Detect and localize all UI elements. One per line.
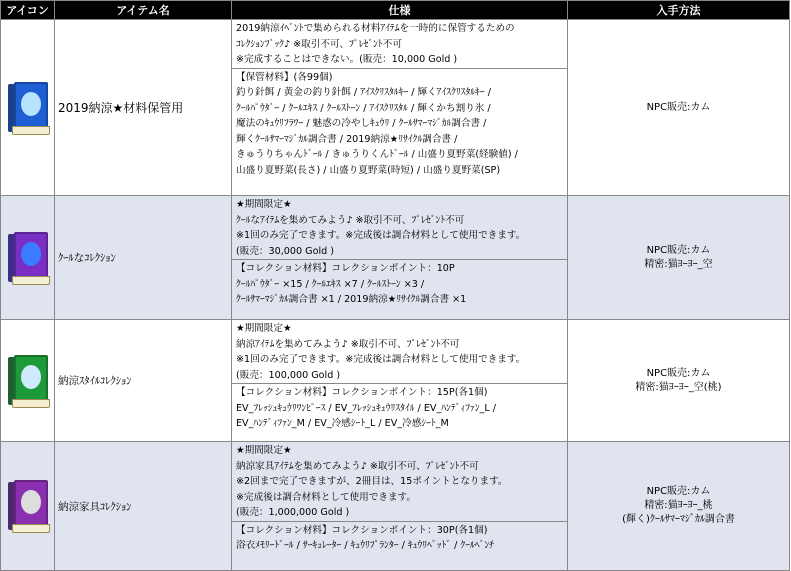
item-name: 納涼家具ｺﾚｸｼｮﾝ: [55, 442, 232, 571]
item-source: [568, 20, 790, 196]
spec-line: 納涼ｱｲﾃﾑを集めてみよう♪ ※取引不可、ﾌﾟﾚｾﾞﾝﾄ不可: [236, 338, 460, 350]
item-icon-cell: [1, 320, 55, 442]
spec-line: 輝くｸｰﾙｻﾏｰﾏｼﾞｶﾙ調合書 / 2019納涼★ﾘｻｲｸﾙ調合書 /: [236, 133, 458, 145]
source-line: NPC販売:カム: [646, 367, 711, 379]
spec-line: 2019納涼ｲﾍﾞﾝﾄで集められる材料ｱｲﾃﾑを一時的に保管するための: [236, 23, 515, 34]
item-spec: [232, 442, 568, 571]
item-spec: [232, 20, 568, 196]
spec-line: ※1回のみ完了できます。※完成後は調合材料として使用できます。: [236, 230, 526, 241]
item-source: [568, 196, 790, 320]
spec-line: 【コレクション材料】コレクションポイント：15P(各1個): [236, 387, 488, 398]
cool-collection-book-icon: [4, 230, 52, 286]
spec-line: ※2回まで完了できますが、2冊目は、15ポイントとなります。: [236, 476, 508, 487]
item-spec: [232, 320, 568, 442]
spec-materials: [232, 259, 567, 308]
source-line: 精密:猫ﾖｰﾖｰ_空(桃): [635, 381, 722, 393]
furniture-collection-book-icon: [4, 478, 52, 534]
spec-line: 山盛り夏野菜(長さ) / 山盛り夏野菜(時短) / 山盛り夏野菜(SP): [236, 164, 501, 176]
spec-line: 【コレクション材料】コレクションポイント：30P(各1個): [236, 524, 488, 536]
spec-line: ※1回のみ完了できます。※完成後は調合材料として使用できます。: [236, 354, 526, 365]
source-line: NPC販売:カム: [646, 486, 711, 497]
item-source: [568, 320, 790, 442]
item-icon-cell: [1, 442, 55, 571]
table-row: [1, 20, 790, 196]
spec-description: [232, 442, 567, 521]
spec-line: (販売：30,000 Gold ): [236, 245, 334, 257]
spec-line: ★期間限定★: [236, 323, 292, 334]
spec-line: ｸｰﾙﾊﾟｳﾀﾞｰ / ｸｰﾙｴｷｽ / ｸｰﾙｽﾄｰﾝ / ｱｲｽｸﾘｽﾀﾙ / 輝くかち割り氷 /: [236, 102, 491, 114]
spec-description: [232, 320, 567, 383]
item-source: [568, 442, 790, 571]
header-spec: 仕様: [232, 1, 568, 20]
spec-line: 納涼家具ｱｲﾃﾑを集めてみよう♪ ※取引不可、ﾌﾟﾚｾﾞﾝﾄ不可: [236, 460, 479, 472]
spec-line: ★期間限定★: [236, 445, 292, 456]
header-source: 入手方法: [568, 1, 790, 20]
spec-materials: [232, 68, 567, 179]
source-line: 精密:猫ﾖｰﾖｰ_空: [644, 258, 713, 270]
spec-line: EV_ﾌﾚｯｼｭｷｭｳﾘﾜﾝﾋﾟｰｽ / EV_ﾌﾚｯｼｭｷｭｳﾘｽﾀｲﾙ / EV_ﾊﾝﾃﾞｨﾌｧﾝ_L /: [236, 402, 497, 414]
spec-line: 【保管材料】(各99個): [236, 71, 333, 83]
spec-line: ｸｰﾙﾊﾟｳﾀﾞｰ ×15 / ｸｰﾙｴｷｽ ×7 / ｸｰﾙｽﾄｰﾝ ×3 /: [236, 278, 425, 290]
table-header-row: [1, 1, 790, 20]
item-name: ｸｰﾙなｺﾚｸｼｮﾝ: [55, 196, 232, 320]
spec-materials: [232, 383, 567, 432]
spec-line: (販売：100,000 Gold ): [236, 369, 341, 381]
spec-line: (販売：1,000,000 Gold ): [236, 507, 350, 518]
spec-line: きゅうりちゃんﾄﾞｰﾙ / きゅうりくんﾄﾞｰﾙ / 山盛り夏野菜(経験値) /: [236, 149, 518, 160]
spec-description: [232, 196, 567, 259]
spec-line: ★期間限定★: [236, 199, 292, 210]
item-icon-cell: [1, 196, 55, 320]
item-name: 納涼ｽﾀｲﾙｺﾚｸｼｮﾝ: [55, 320, 232, 442]
item-spec: [232, 196, 568, 320]
table-row: [1, 442, 790, 571]
spec-line: 釣り針餌 / 黄金の釣り針餌 / ｱｲｽｸﾘｽﾀﾙｷｰ / 輝くｱｲｽｸﾘｽﾀﾙｷｰ /: [236, 87, 491, 98]
spec-line: 【コレクション材料】コレクションポイント：10P: [236, 263, 455, 274]
spec-line: ｸｰﾙｻﾏｰﾏｼﾞｶﾙ調合書 ×1 / 2019納涼★ﾘｻｲｸﾙ調合書 ×1: [236, 294, 467, 305]
spec-line: ｸｰﾙなｱｲﾃﾑを集めてみよう♪ ※取引不可、ﾌﾟﾚｾﾞﾝﾄ不可: [236, 214, 465, 226]
table-row: [1, 320, 790, 442]
source-line: NPC販売:カム: [646, 244, 711, 256]
item-icon-cell: [1, 20, 55, 196]
spec-line: ※完成することはできない。(販売：10,000 Gold ): [236, 54, 458, 65]
spec-line: ｺﾚｸｼｮﾝﾌﾞｯｸ♪ ※取引不可、ﾌﾟﾚｾﾞﾝﾄ不可: [236, 38, 402, 50]
item-name: 2019納涼★材料保管用: [55, 20, 232, 196]
spec-line: 浴衣ﾒﾓﾘｰﾄﾞｰﾙ / ｻｰｷｭﾚｰﾀｰ / ｷｭｳﾘﾌﾟﾗﾝﾀｰ / ｷｭｳﾘﾍﾞｯﾄﾞ / ｸｰﾙﾍﾞﾝﾁ: [236, 540, 494, 551]
spec-materials: [232, 521, 567, 554]
source-line: (輝く)ｸｰﾙｻﾏｰﾏｼﾞｶﾙ調合書: [622, 514, 735, 525]
source-line: NPC販売:カム: [646, 101, 711, 113]
spec-line: EV_ﾊﾝﾃﾞｨﾌｧﾝ_M / EV_冷感ｼｰﾄ_L / EV_冷感ｼｰﾄ_M: [236, 418, 449, 429]
storage-book-icon: [4, 80, 52, 136]
spec-line: ※完成後は調合材料として使用できます。: [236, 491, 416, 503]
header-name: アイテム名: [55, 1, 232, 20]
style-collection-book-icon: [4, 353, 52, 409]
source-line: 精密:猫ﾖｰﾖｰ_桃: [644, 500, 713, 511]
table-row: [1, 196, 790, 320]
spec-description: [232, 20, 567, 68]
header-icon: アイコン: [1, 1, 55, 20]
spec-line: 魔法のｷｭｳﾘﾌﾗﾜｰ / 魅惑の冷やしｷｭｳﾘ / ｸｰﾙｻﾏｰﾏｼﾞｶﾙ調合書 /: [236, 118, 487, 129]
